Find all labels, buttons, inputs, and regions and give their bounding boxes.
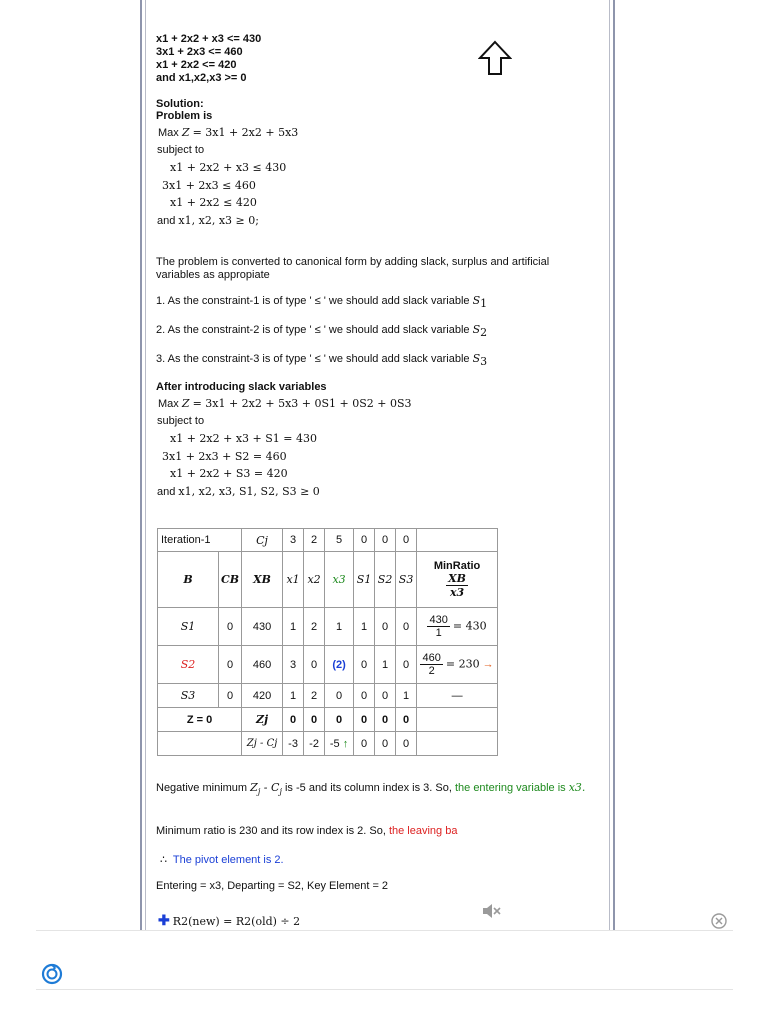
page-right-border-inner	[609, 0, 610, 935]
zjcj-label: Zj - Cj	[242, 732, 283, 756]
cj-empty	[417, 529, 498, 552]
objective-line	[158, 126, 298, 139]
entering-text: the entering variable is	[454, 782, 566, 794]
subject-to-2: subject to	[157, 415, 205, 427]
mute-button[interactable]	[481, 902, 501, 925]
header-b: B	[158, 552, 219, 608]
top-constraint-4: and x1,x2,x3 >= 0	[156, 72, 247, 84]
nonnegativity-line-2	[157, 485, 320, 498]
row-cb: 0	[219, 608, 242, 646]
solution-heading	[156, 98, 212, 122]
objective-z: Z	[181, 126, 190, 139]
row-cell: 1	[325, 608, 354, 646]
neg-min-text-a: Negative minimum	[156, 782, 248, 794]
pivot-cell: (2)	[325, 646, 354, 684]
objective2-z: Z	[181, 397, 190, 410]
z-value: Z = 0	[158, 708, 242, 732]
header-var: S2	[375, 552, 396, 608]
max-label-2: Max	[158, 398, 179, 410]
zjcj-value: -3	[283, 732, 304, 756]
ratio-num: 430	[429, 614, 448, 626]
minratio-den: x3	[449, 586, 465, 599]
neg-min-text-b: is -5 and its column index is 3. So,	[284, 782, 452, 794]
row-cell: 0	[396, 646, 417, 684]
r2-text: R2(new) = R2(old) ÷ 2	[172, 915, 301, 928]
row-cell: 1	[396, 684, 417, 708]
row-cell: 2	[304, 608, 325, 646]
zjcj-value: 0	[354, 732, 375, 756]
step-2-text: 2. As the constraint-2 is of type ' ≤ ' we should add slack variable	[156, 324, 470, 336]
footer-ad-bar	[36, 930, 733, 990]
iteration-label: Iteration-1	[158, 529, 242, 552]
and-label-2: and	[157, 486, 176, 498]
cj-label: Cj	[242, 529, 283, 552]
row-cell: 0	[375, 608, 396, 646]
zj-value: 0	[283, 708, 304, 732]
header-xb: XB	[242, 552, 283, 608]
zjcj-empty-2	[417, 732, 498, 756]
zjcj-empty	[158, 732, 242, 756]
step-3-var: S	[472, 352, 481, 365]
after-slack-title: After introducing slack variables	[156, 381, 327, 393]
row-xb: 420	[242, 684, 283, 708]
ratio-den: 2	[428, 665, 435, 677]
leaving-text: the leaving ba	[388, 825, 458, 837]
objective2-rhs: = 3x1 + 2x2 + 5x3 + 0S1 + 0S2 + 0S3	[192, 397, 412, 410]
header-var: x2	[304, 552, 325, 608]
header-row	[158, 552, 498, 608]
up-arrow-icon	[478, 40, 512, 76]
minratio-num: XB	[448, 572, 466, 585]
step-3-sub: 3	[480, 355, 488, 368]
row-cell: 2	[304, 684, 325, 708]
step-3-text: 3. As the constraint-3 is of type ' ≤ ' we should add slack variable	[156, 353, 470, 365]
zj-label: Zj	[242, 708, 283, 732]
row-ratio	[417, 646, 498, 684]
step-3	[156, 352, 488, 368]
header-var: S1	[354, 552, 375, 608]
page-right-border	[613, 0, 615, 935]
row-cell: 0	[325, 684, 354, 708]
zj-value: 0	[325, 708, 354, 732]
row-cell: 1	[283, 684, 304, 708]
row-cell: 1	[283, 608, 304, 646]
header-var: x1	[283, 552, 304, 608]
therefore-symbol: ∴	[160, 854, 167, 866]
min-ratio-text: Minimum ratio is 230 and its row index is 2. So,	[156, 825, 386, 837]
row-cell: 0	[375, 684, 396, 708]
step-2-sub: 2	[480, 326, 488, 339]
top-constraint-2: 3x1 + 2x3 <= 460	[156, 46, 243, 58]
zj-value: 0	[375, 708, 396, 732]
row-basis: S3	[158, 684, 219, 708]
step-1	[156, 294, 488, 310]
step-1-var: S	[472, 294, 481, 307]
row-cb: 0	[219, 646, 242, 684]
objective-rhs: = 3x1 + 2x2 + 5x3	[192, 126, 299, 139]
zj-value: 0	[396, 708, 417, 732]
step-1-text: 1. As the constraint-1 is of type ' ≤ ' we should add slack variable	[156, 295, 470, 307]
slack-constraint-1: x1 + 2x2 + x3 + S1 = 430	[170, 432, 317, 445]
constraint-2: 3x1 + 2x3 ≤ 460	[162, 179, 256, 192]
page-left-border	[140, 0, 142, 935]
row-cell: 0	[354, 684, 375, 708]
minratio-label: MinRatio	[433, 560, 481, 572]
header-var-entering: x3	[325, 552, 354, 608]
zjcj-value-text: -5	[329, 737, 340, 750]
row-ratio	[417, 608, 498, 646]
minratio-fraction	[446, 572, 468, 599]
table-row-pivot	[158, 646, 498, 684]
cj-value: 2	[304, 529, 325, 552]
row-cell: 0	[396, 608, 417, 646]
r2-line	[158, 912, 300, 929]
nonneg2-text: x1, x2, x3, S1, S2, S3 ≥ 0	[178, 485, 320, 498]
row-basis-leaving: S2	[158, 646, 219, 684]
row-cb: 0	[219, 684, 242, 708]
zj-empty	[417, 708, 498, 732]
objective2-line	[158, 397, 412, 410]
header-var: S3	[396, 552, 417, 608]
leaving-arrow: →	[482, 658, 494, 671]
ratio-num: 460	[422, 652, 441, 664]
plus-icon: ✚	[158, 912, 170, 928]
max-label: Max	[158, 127, 179, 139]
row-xb: 430	[242, 608, 283, 646]
header-cb: CB	[219, 552, 242, 608]
table-row	[158, 684, 498, 708]
page-left-border-inner	[145, 0, 146, 935]
entering-arrow: ↑	[342, 737, 349, 750]
row-cell: 1	[375, 646, 396, 684]
close-icon	[711, 913, 727, 929]
footer-logo-button[interactable]	[41, 963, 63, 990]
zj-value: 0	[354, 708, 375, 732]
zjcj-value: 0	[396, 732, 417, 756]
cj-value: 0	[354, 529, 375, 552]
top-constraints	[156, 33, 261, 85]
row-ratio-dash: —	[417, 684, 498, 708]
entering-var: x3.	[568, 781, 586, 794]
entering-departing-line: Entering = x3, Departing = S2, Key Element = 2	[156, 880, 389, 892]
constraint-3: x1 + 2x2 ≤ 420	[170, 196, 257, 209]
slack-constraint-3: x1 + 2x2 + S3 = 420	[170, 467, 288, 480]
cj-value: 0	[396, 529, 417, 552]
zj-value: 0	[304, 708, 325, 732]
row-xb: 460	[242, 646, 283, 684]
ratio-value: = 230	[445, 657, 480, 671]
problem-label: Problem is	[156, 110, 213, 122]
slack-constraint-2: 3x1 + 2x3 + S2 = 460	[162, 450, 287, 463]
speaker-muted-icon	[481, 902, 501, 920]
subject-to: subject to	[157, 144, 205, 156]
min-ratio-line	[156, 825, 457, 837]
cj-value: 5	[325, 529, 354, 552]
simplex-table	[157, 528, 498, 756]
solution-label: Solution:	[156, 98, 204, 110]
zj-row	[158, 708, 498, 732]
row-cell: 0	[354, 646, 375, 684]
row-cell: 0	[304, 646, 325, 684]
row-cell: 3	[283, 646, 304, 684]
row-basis: S1	[158, 608, 219, 646]
cj-value: 0	[375, 529, 396, 552]
pivot-line	[160, 853, 284, 866]
zjcj-value: 0	[375, 732, 396, 756]
step-2-var: S	[472, 323, 481, 336]
ratio-den: 1	[435, 627, 442, 639]
row-cell: 1	[354, 608, 375, 646]
pivot-text: The pivot element is 2.	[172, 854, 284, 866]
and-label: and	[157, 215, 176, 227]
ratio-fraction	[420, 652, 442, 677]
nonneg-text: x1, x2, x3 ≥ 0;	[178, 214, 259, 227]
negative-min-paragraph: Negative minimum $Z_j - C_j$ is -5 and its column index is 3. So, the entering variable is x3.	[156, 781, 586, 796]
top-constraint-1: x1 + 2x2 + x3 <= 430	[156, 33, 262, 45]
scroll-top-button[interactable]	[478, 40, 512, 81]
zjcj-value: -2	[304, 732, 325, 756]
ratio-fraction	[427, 614, 449, 639]
ratio-value: = 430	[452, 619, 487, 633]
cj-value: 3	[283, 529, 304, 552]
step-1-sub: 1	[480, 297, 488, 310]
zjcj-row	[158, 732, 498, 756]
step-2	[156, 323, 488, 339]
header-minratio	[417, 552, 498, 608]
constraint-1: x1 + 2x2 + x3 ≤ 430	[170, 161, 287, 174]
canonical-paragraph: The problem is converted to canonical form by adding slack, surplus and artificial variables as appropiate	[156, 256, 550, 281]
nonnegativity-line	[157, 214, 259, 227]
cj-row	[158, 529, 498, 552]
top-constraint-3: x1 + 2x2 <= 420	[156, 59, 237, 71]
table-row	[158, 608, 498, 646]
refresh-logo-icon	[41, 963, 63, 985]
zjcj-value	[325, 732, 354, 756]
